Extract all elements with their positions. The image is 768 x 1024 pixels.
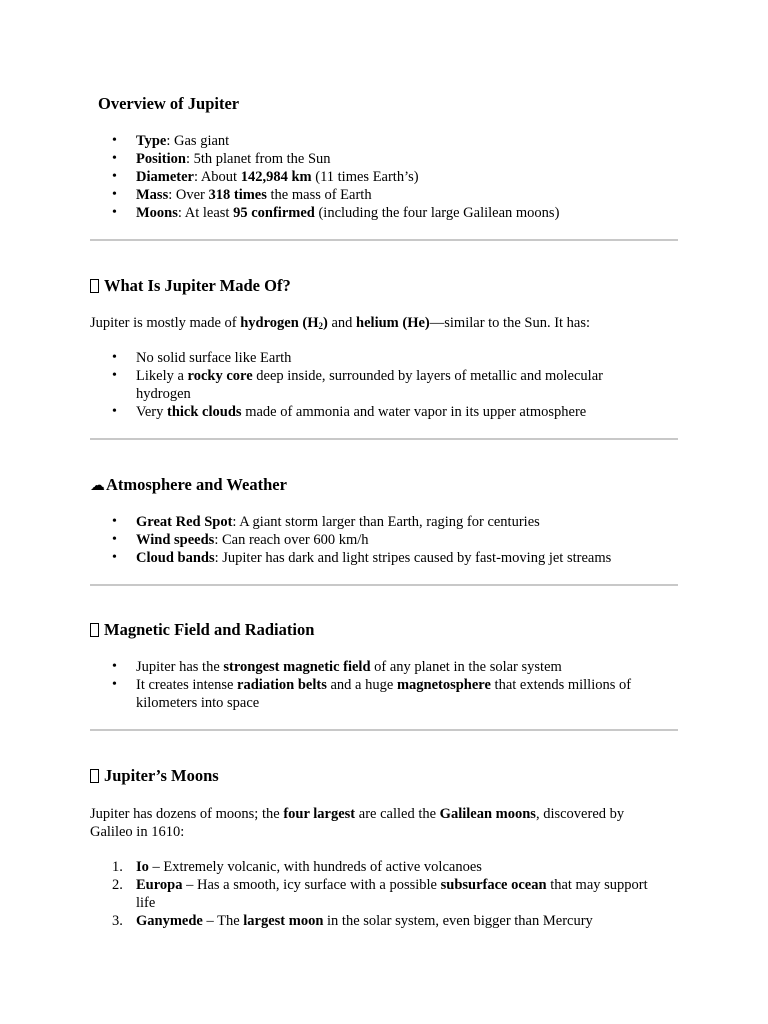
paragraph-made-of: Jupiter is mostly made of hydrogen $(H_2)$ and helium (He)—similar to the Sun. It has: (90, 315, 591, 331)
list-item: • It creates intense radiation belts and a huge magnetosphere that extends millions of kilometers into space (0, 676, 656, 712)
heading-atmosphere: ☁Atmosphere and Weather (90, 475, 287, 494)
list-item: • Very thick clouds made of ammonia and water vapor in its upper atmosphere (0, 403, 656, 421)
paragraph-moons: Jupiter has dozens of moons; the four largest are called the Galilean moons, discovered by Galileo in 1610: (90, 806, 625, 840)
list-item: • Great Red Spot: A giant storm larger than Earth, raging for centuries (0, 513, 656, 531)
missing-glyph-icon (90, 623, 99, 637)
list-item: • No solid surface like Earth (0, 349, 656, 367)
magnetic-list (0, 658, 656, 712)
made-of-list (0, 349, 656, 421)
divider (90, 584, 678, 586)
list-item: 3. Ganymede – The largest moon in the solar system, even bigger than Mercury (112, 913, 593, 929)
list-item: • Diameter: About 142,984 km (11 times Earth’s) (0, 168, 656, 186)
list-item: • Mass: Over 318 times the mass of Earth (0, 186, 656, 204)
list-item: • Wind speeds: Can reach over 600 km/h (0, 531, 656, 549)
moons-list (0, 858, 656, 930)
cloud-icon: ☁ (90, 478, 105, 494)
list-item: • Position: 5th planet from the Sun (0, 150, 656, 168)
overview-list (0, 132, 656, 222)
heading-made-of: What Is Jupiter Made Of? (90, 276, 291, 296)
missing-glyph-icon (90, 279, 99, 293)
list-item: • Jupiter has the strongest magnetic field of any planet in the solar system (0, 658, 656, 676)
divider (90, 438, 678, 440)
list-item: 1. Io – Extremely volcanic, with hundreds of active volcanoes (112, 859, 482, 875)
list-item: • Moons: At least 95 confirmed (including the four large Galilean moons) (0, 204, 656, 222)
atmosphere-list (0, 513, 656, 567)
heading-magnetic: Magnetic Field and Radiation (90, 620, 314, 640)
heading-overview: Overview of Jupiter (98, 94, 240, 113)
list-item: • Type: Gas giant (0, 132, 656, 150)
list-item: • Cloud bands: Jupiter has dark and light stripes caused by fast-moving jet streams (0, 549, 656, 567)
missing-glyph-icon (90, 769, 99, 783)
list-item: 2. Europa – Has a smooth, icy surface with a possible subsurface ocean that may support life (112, 877, 648, 911)
divider (90, 239, 678, 241)
divider (90, 729, 678, 731)
heading-moons: Jupiter’s Moons (90, 766, 219, 786)
list-item: • Likely a rocky core deep inside, surrounded by layers of metallic and molecular hydrogen (0, 367, 656, 403)
